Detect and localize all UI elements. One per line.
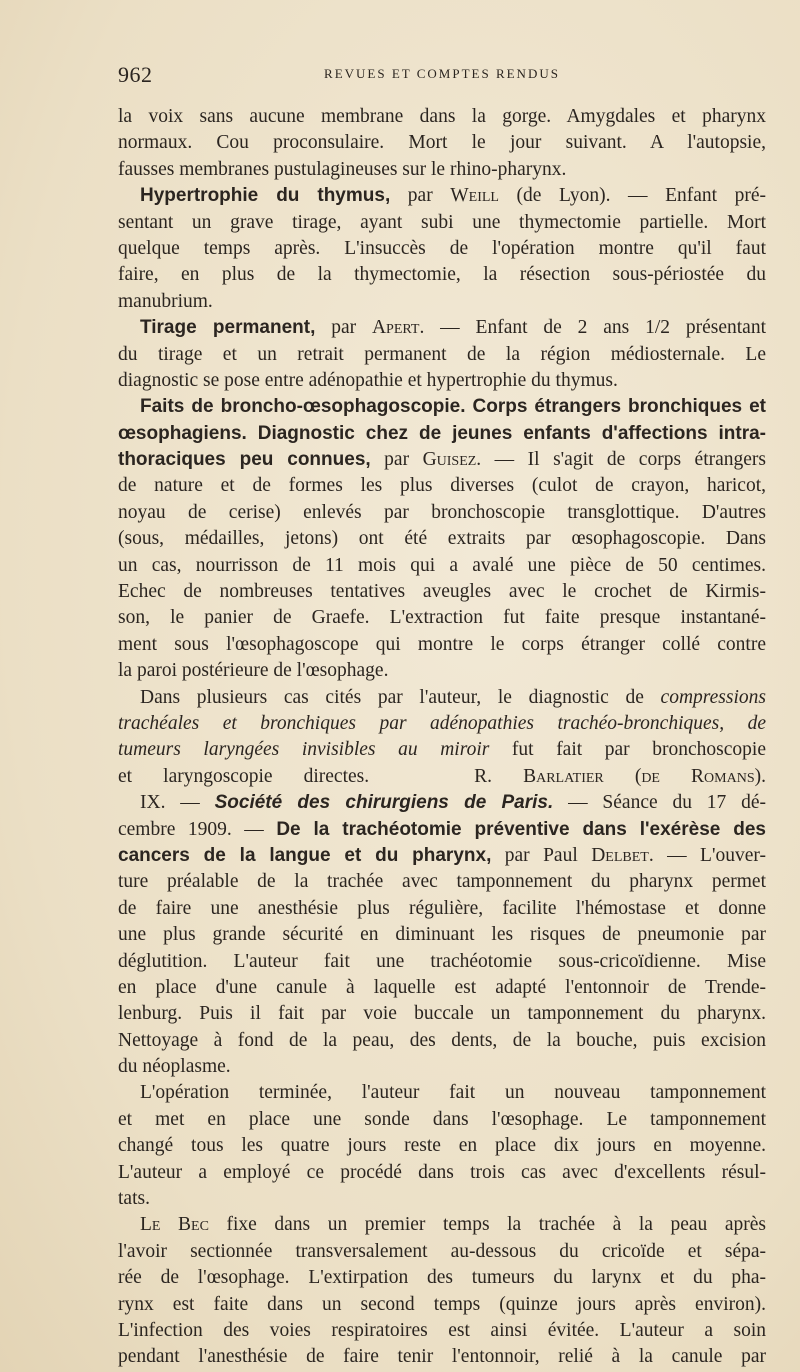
text-line: Hypertrophie du thymus, par Weill (de Lyon). — Enfant pré- — [140, 185, 766, 207]
section-title: Tirage permanent, — [140, 317, 316, 339]
text-line: la paroi postérieure de l'œsophage. — [118, 660, 389, 682]
text-line: manubrium. — [118, 290, 213, 312]
author-name: Le Bec — [140, 1214, 209, 1236]
text-line: la voix sans aucune membrane dans la gorge. Amygdales et pharynx — [118, 106, 766, 127]
author-name: Guisez. — [422, 449, 482, 471]
text-line: Nettoyage à fond de la peau, des dents, de la bouche, puis excision — [118, 1029, 766, 1051]
text-line: normaux. Cou proconsulaire. Mort le jour suivant. A l'autopsie, — [118, 132, 766, 154]
section-title: œsophagiens. Diagnostic chez de jeunes enfants d'affections intra- — [118, 422, 766, 444]
text-line: déglutition. L'auteur fait une trachéotomie sous-cricoïdienne. Mise — [118, 950, 766, 972]
author-name: Delbet. — [591, 844, 654, 866]
text-line: un cas, nourrisson de 11 mois qui a avalé une pièce de 50 centimes. — [118, 554, 766, 576]
text-line: cembre 1909. — De la trachéotomie préventive dans l'exérèse des — [118, 818, 766, 840]
text-line: lenburg. Puis il fait par voie buccale un tamponnement du pharynx. — [118, 1003, 766, 1025]
text-line: Tirage permanent, par Apert. — Enfant de 2 ans 1/2 présentant — [140, 317, 766, 339]
text-line: diagnostic se pose entre adénopathie et hypertrophie du thymus. — [118, 369, 618, 391]
text-line: sentant un grave tirage, ayant subi une thymectomie partielle. Mort — [118, 211, 766, 233]
text-line: du tirage et un retrait permanent de la région médiosternale. Le — [118, 343, 766, 365]
page-header — [118, 62, 766, 92]
text-line: de faire une anesthésie plus régulière, facilite l'hémostase et donne — [118, 897, 766, 919]
text-line: fausses membranes pustulagineuses sur le rhino-pharynx. — [118, 158, 567, 180]
section-title: Faits de broncho-œsophagoscopie. Corps étrangers bronchiques et — [140, 396, 766, 418]
text-line: tumeurs laryngées invisibles au miroir fut fait par bronchoscopie — [118, 739, 766, 761]
text-line: L'auteur a employé ce procédé dans trois cas avec d'excellents résul- — [118, 1161, 766, 1183]
section-title: cancers de la langue et du pharynx, — [118, 844, 492, 866]
text-line: Le Bec fixe dans un premier temps la trachée à la peau après — [140, 1214, 767, 1236]
text-line: rynx est faite dans un second temps (quinze jours après environ). — [118, 1293, 766, 1315]
section-title: Hypertrophie du thymus, — [140, 185, 391, 207]
text-line: de nature et de formes les plus diverses (culot de crayon, haricot, — [118, 475, 766, 497]
author-name: Weill — [450, 185, 499, 207]
text-line: faire, en plus de la thymectomie, la résection sous-périostée du — [118, 264, 766, 286]
text-line: noyau de cerise) enlevés par bronchoscopie transglottique. D'autres — [118, 501, 766, 523]
section-title: thoraciques peu connues, — [118, 449, 371, 471]
italic-text: tumeurs laryngées invisibles au miroir — [118, 739, 490, 761]
text-line: l'avoir sectionnée transversalement au-dessous du cricoïde et sépa- — [118, 1240, 766, 1262]
page-number: 962 — [118, 62, 153, 87]
text-line: ture préalable de la trachée avec tamponnement du pharynx permet — [118, 871, 766, 893]
text-line: quelque temps après. L'insuccès de l'opération montre qu'il faut — [118, 237, 766, 259]
text-line: L'opération terminée, l'auteur fait un nouveau tamponnement — [140, 1082, 766, 1104]
text-line: et met en place une sonde dans l'œsophage. Le tamponnement — [118, 1108, 766, 1130]
text-line: (sous, médailles, jetons) ont été extraits par œsophagoscopie. Dans — [118, 528, 766, 550]
text-line: et laryngoscopie directes. R. Barlatier (de Romans). — [118, 765, 766, 787]
author-name: Apert. — [371, 317, 425, 339]
society-heading: Société des chirurgiens de Paris. — [214, 792, 554, 814]
text-line: changé tous les quatre jours reste en place dix jours en moyenne. — [118, 1135, 766, 1157]
section-title: De la trachéotomie préventive dans l'exérèse des — [276, 818, 766, 840]
text-line: Echec de nombreuses tentatives aveugles avec le crochet de Kirmis- — [118, 581, 766, 603]
text-line: en place d'une canule à laquelle est adapté l'entonnoir de Trende- — [118, 976, 766, 998]
text-line: une plus grande sécurité en diminuant les risques de pneumonie par — [118, 924, 766, 946]
text-line: cancers de la langue et du pharynx, par Paul Delbet. — L'ouver- — [118, 844, 766, 866]
text-line: L'infection des voies respiratoires est ainsi évitée. L'auteur a soin — [118, 1319, 766, 1341]
text-line: Dans plusieurs cas cités par l'auteur, le diagnostic de compressions — [140, 686, 766, 708]
review-signature: R. Barlatier (de Romans). — [474, 765, 766, 787]
text-line: ment sous l'œsophagoscope qui montre le corps étranger collé contre — [118, 633, 766, 655]
text-line: du néoplasme. — [118, 1056, 231, 1078]
text-line: thoraciques peu connues, par Guisez. — Il s'agit de corps étrangers — [118, 449, 766, 471]
body-text — [118, 104, 766, 1371]
italic-text: compressions — [660, 686, 766, 708]
text-line: pendant l'anesthésie de faire tenir l'entonnoir, relié à la canule par — [118, 1346, 766, 1368]
running-head: REVUES ET COMPTES RENDUS — [324, 66, 560, 81]
italic-text: trachéales et bronchiques par adénopathies trachéo-bronchiques, de — [118, 712, 766, 734]
text-line: IX. — Société des chirurgiens de Paris. — Séance du 17 dé- — [140, 792, 767, 814]
text-line: tats. — [118, 1188, 150, 1210]
text-line: son, le panier de Graefe. L'extraction fut faite presque instantané- — [118, 607, 766, 629]
text-line: rée de l'œsophage. L'extirpation des tumeurs du larynx et du pha- — [118, 1267, 766, 1289]
